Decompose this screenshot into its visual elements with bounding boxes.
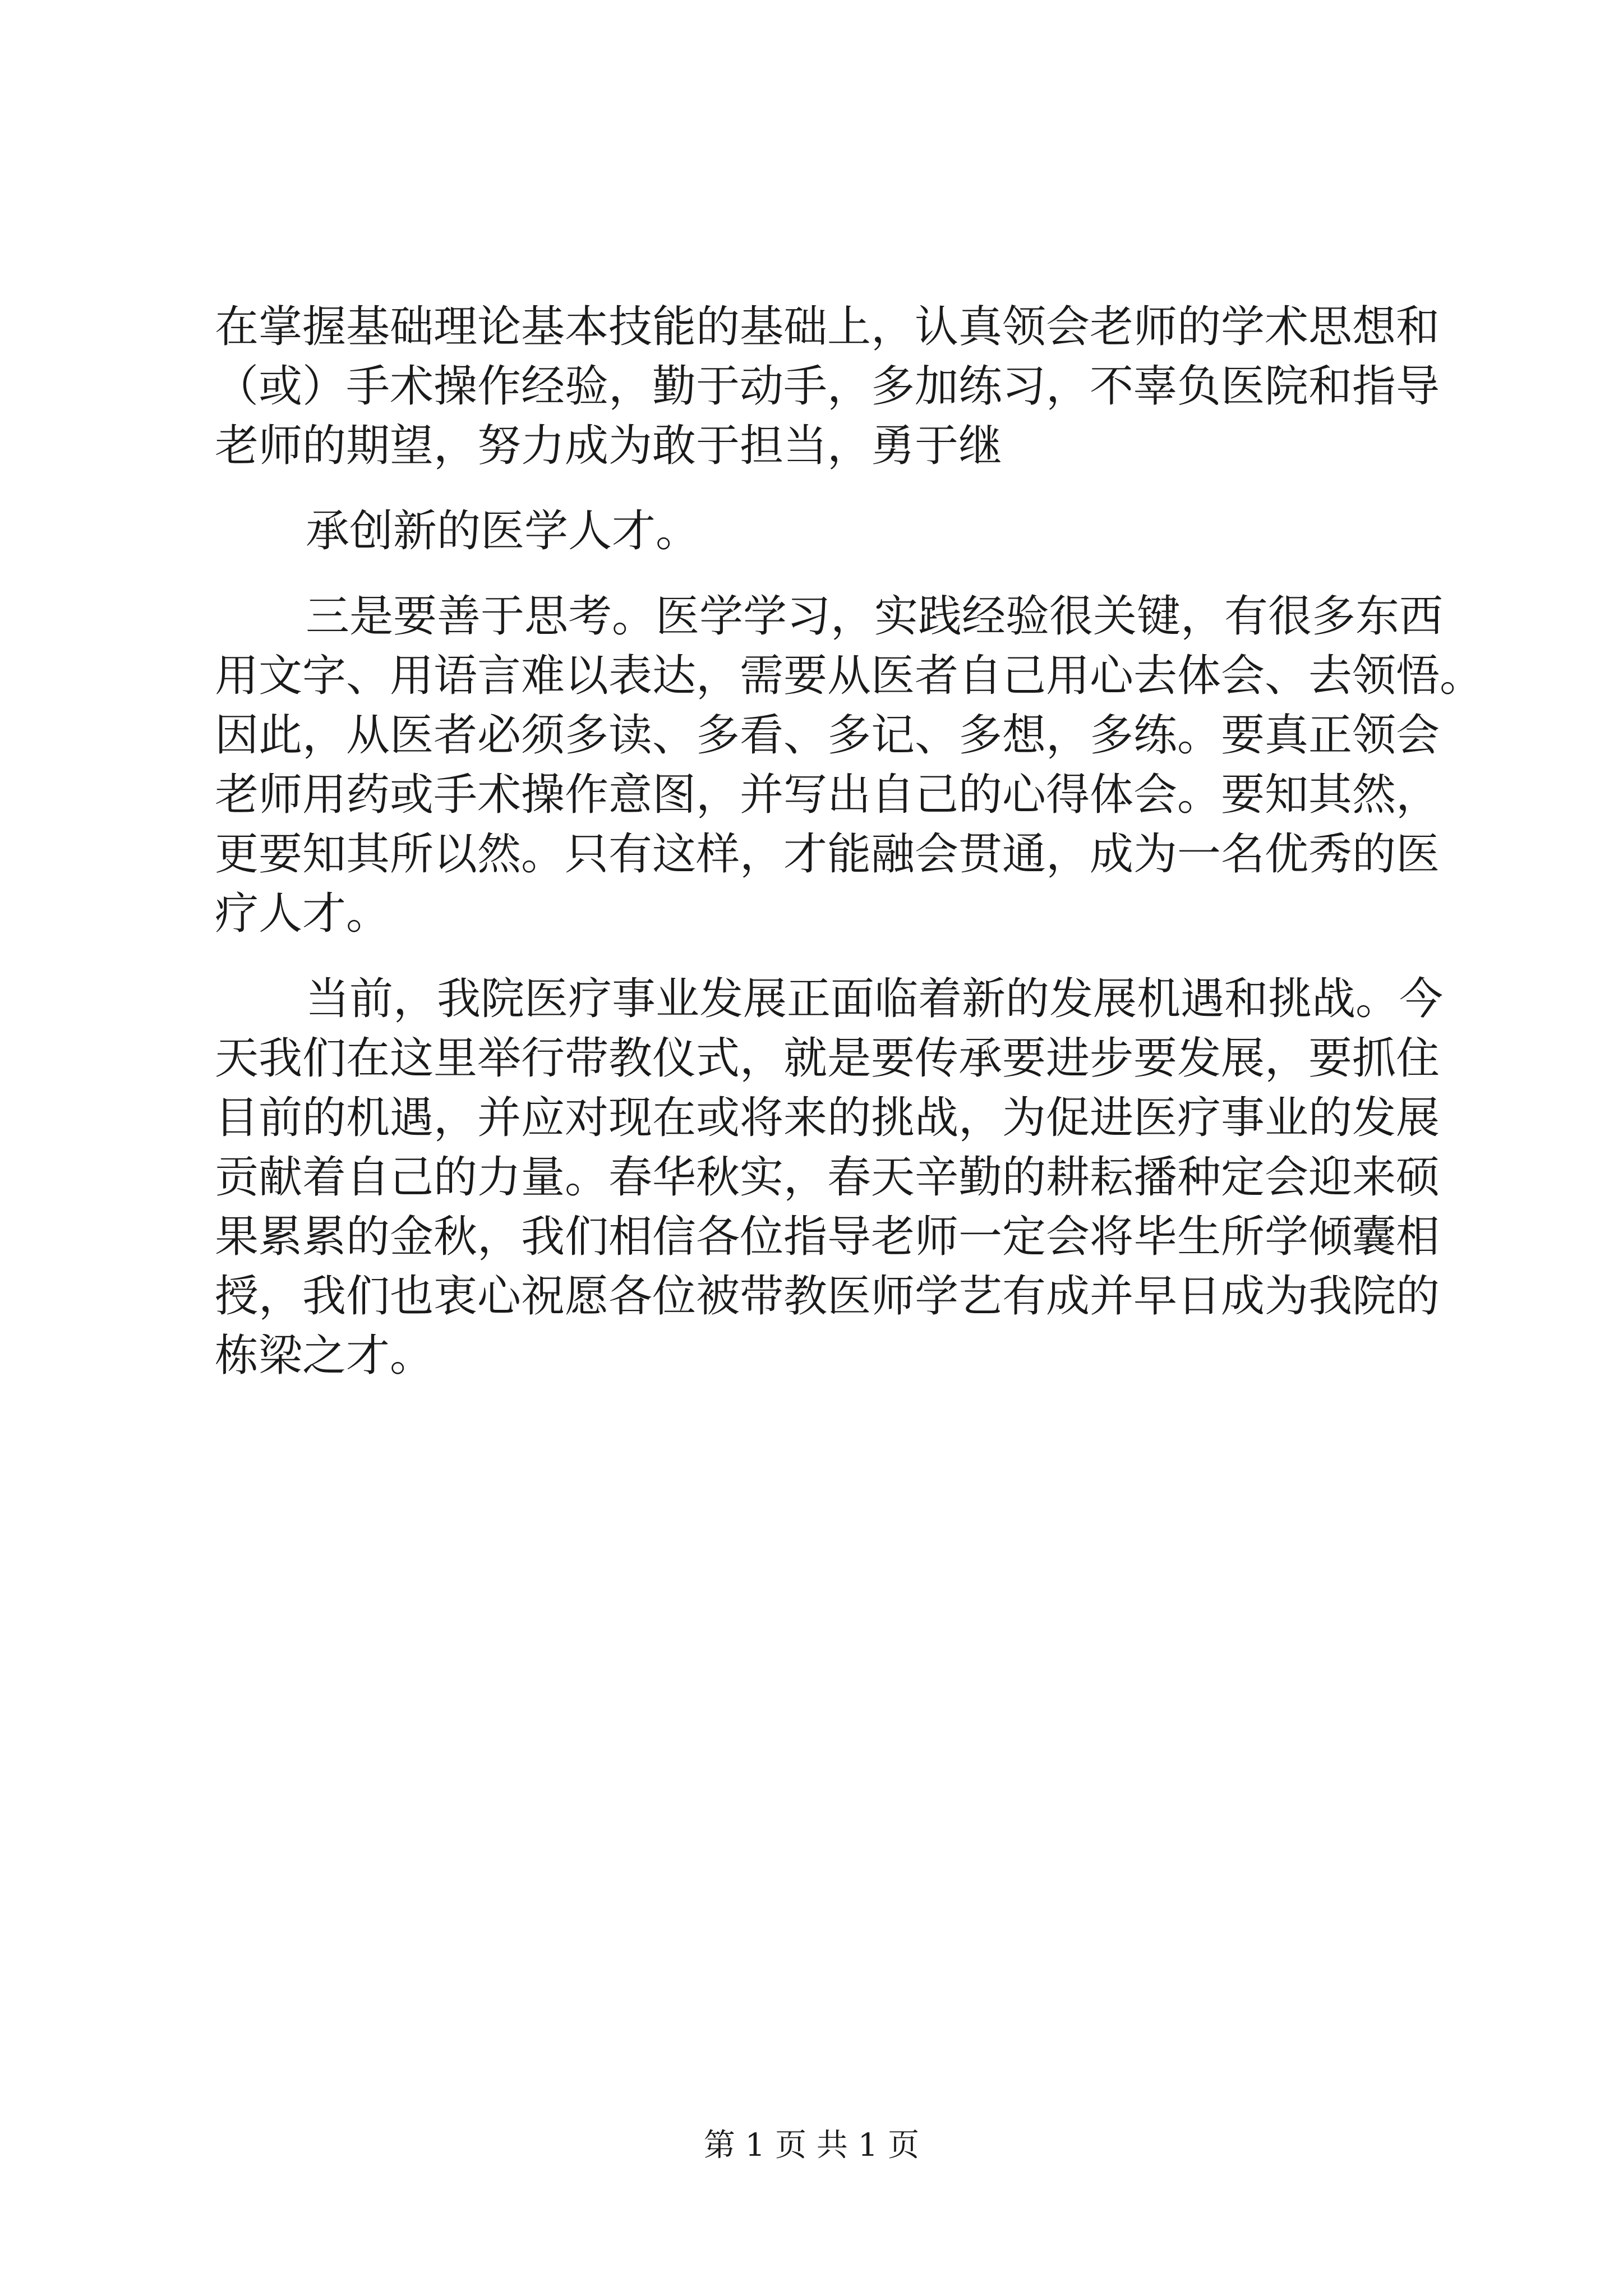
paragraph-1 bbox=[215, 297, 1440, 476]
text-line: 老师的期望，努力成为敢于担当，勇于继 bbox=[215, 421, 1003, 471]
text-line: 更要知其所以然。只有这样，才能融会贯通，成为一名优秀的医 bbox=[215, 829, 1440, 880]
paragraph-gap bbox=[215, 561, 1426, 587]
text-line: 老师用药或手术操作意图，并写出自己的心得体会。要知其然， bbox=[215, 770, 1440, 820]
body-text bbox=[215, 297, 1484, 1386]
paragraph-4 bbox=[215, 969, 1444, 1386]
paragraph-3 bbox=[215, 587, 1484, 944]
text-line: 承创新的医学人才。 bbox=[306, 506, 700, 556]
text-line: 三是要善于思考。医学学习，实践经验很关键，有很多东西 bbox=[306, 591, 1444, 642]
page-footer bbox=[0, 2126, 1623, 2165]
text-line: 天我们在这里举行带教仪式，就是要传承要进步要发展，要抓住 bbox=[215, 1033, 1440, 1084]
text-line: 栋梁之才。 bbox=[215, 1331, 434, 1381]
text-line: 在掌握基础理论基本技能的基础上，认真领会老师的学术思想和 bbox=[215, 302, 1440, 352]
text-line: 贡献着自己的力量。春华秋实，春天辛勤的耕耘播种定会迎来硕 bbox=[215, 1152, 1440, 1203]
text-line: 目前的机遇，并应对现在或将来的挑战，为促进医疗事业的发展 bbox=[215, 1093, 1440, 1143]
text-line: 授，我们也衷心祝愿各位被带教医师学艺有成并早日成为我院的 bbox=[215, 1271, 1440, 1322]
text-line: 因此，从医者必须多读、多看、多记、多想，多练。要真正领会 bbox=[215, 710, 1440, 761]
text-line: 用文字、用语言难以表达，需要从医者自己用心去体会、去领悟。 bbox=[215, 651, 1484, 701]
paragraph-gap bbox=[215, 476, 1426, 501]
paragraph-2 bbox=[215, 501, 1426, 561]
text-line: （或）手术操作经验，勤于动手，多加练习，不辜负医院和指导 bbox=[215, 361, 1440, 412]
page-number-label: 第 1 页 共 1 页 bbox=[703, 2127, 920, 2164]
text-line: 当前，我院医疗事业发展正面临着新的发展机遇和挑战。今 bbox=[306, 974, 1444, 1024]
text-line: 疗人才。 bbox=[215, 889, 390, 939]
text-line: 果累累的金秋，我们相信各位指导老师一定会将毕生所学倾囊相 bbox=[215, 1212, 1440, 1262]
paragraph-gap bbox=[215, 944, 1426, 969]
